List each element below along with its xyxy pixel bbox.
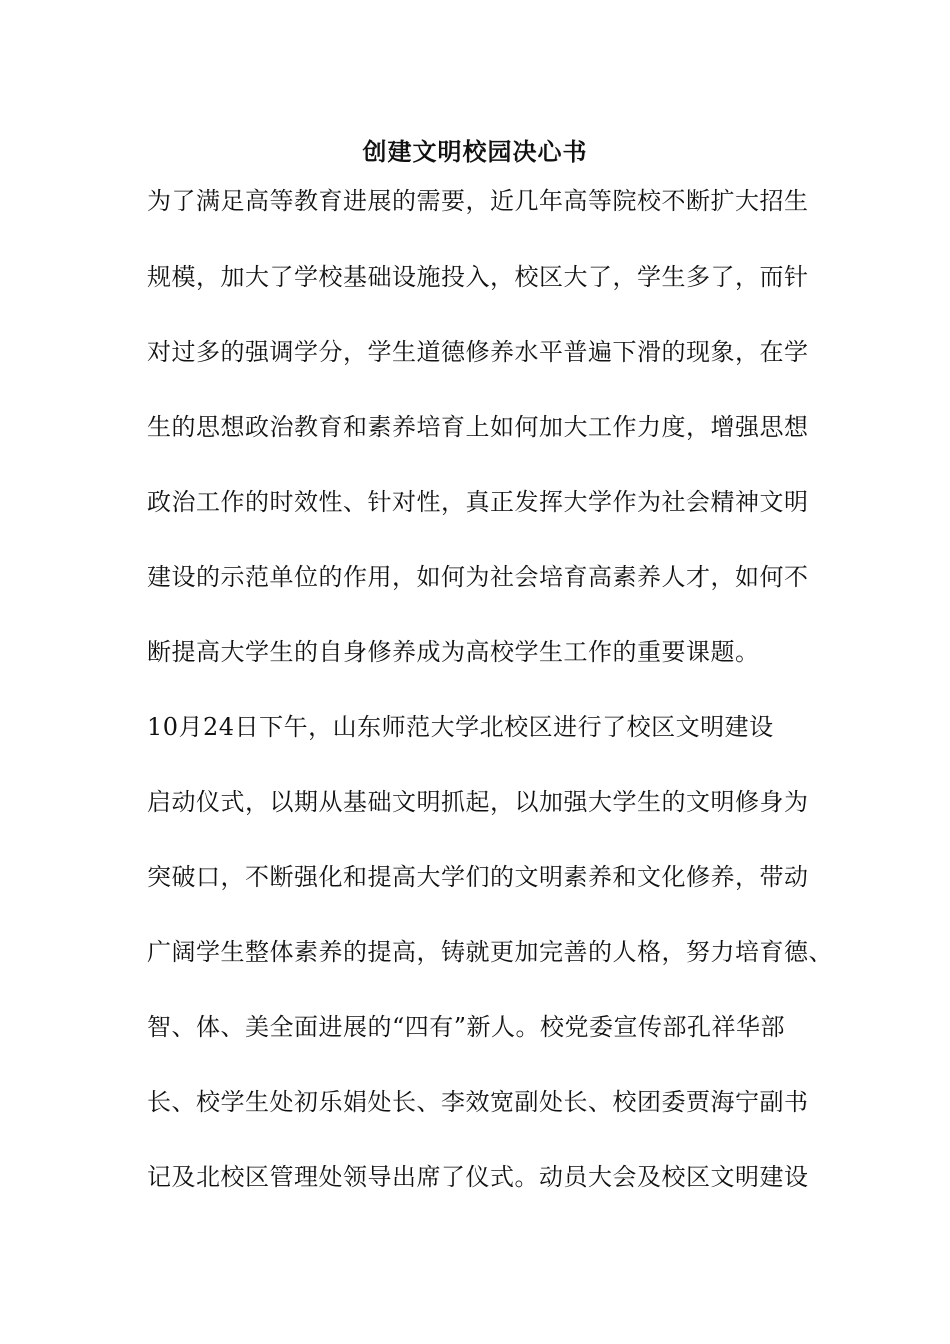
paragraph-line: 建设的示范单位的作用，如何为社会培育高素养人才，如何不 [147, 563, 809, 591]
paragraph-line: 智、体、美全面进展的“四有”新人。校党委宣传部孔祥华部 [147, 1013, 786, 1041]
paragraph-line: 政治工作的时效性、针对性，真正发挥大学作为社会精神文明 [147, 488, 809, 516]
paragraph-line: 生的思想政治教育和素养培育上如何加大工作力度，增强思想 [147, 413, 809, 441]
paragraph-line: 启动仪式，以期从基础文明抓起，以加强大学生的文明修身为 [147, 788, 809, 816]
paragraph-line: 对过多的强调学分，学生道德修养水平普遍下滑的现象，在学 [147, 338, 809, 366]
paragraph-line: 为了满足高等教育进展的需要，近几年高等院校不断扩大招生 [147, 187, 809, 215]
paragraph-line: 10月24日下午，山东师范大学北校区进行了校区文明建设 [147, 713, 774, 741]
paragraph-line: 突破口，不断强化和提高大学们的文明素养和文化修养，带动 [147, 863, 809, 891]
paragraph-line: 广阔学生整体素养的提高，铸就更加完善的人格，努力培育德、 [147, 938, 833, 966]
paragraph-line: 断提高大学生的自身修养成为高校学生工作的重要课题。 [147, 638, 760, 666]
paragraph-line: 记及北校区管理处领导出席了仪式。动员大会及校区文明建设 [147, 1163, 809, 1191]
document-title: 创建文明校园决心书 [362, 137, 588, 166]
paragraph-line: 长、校学生处初乐娟处长、李效宽副处长、校团委贾海宁副书 [147, 1088, 809, 1116]
paragraph-line: 规模，加大了学校基础设施投入，校区大了，学生多了，而针 [147, 263, 809, 291]
